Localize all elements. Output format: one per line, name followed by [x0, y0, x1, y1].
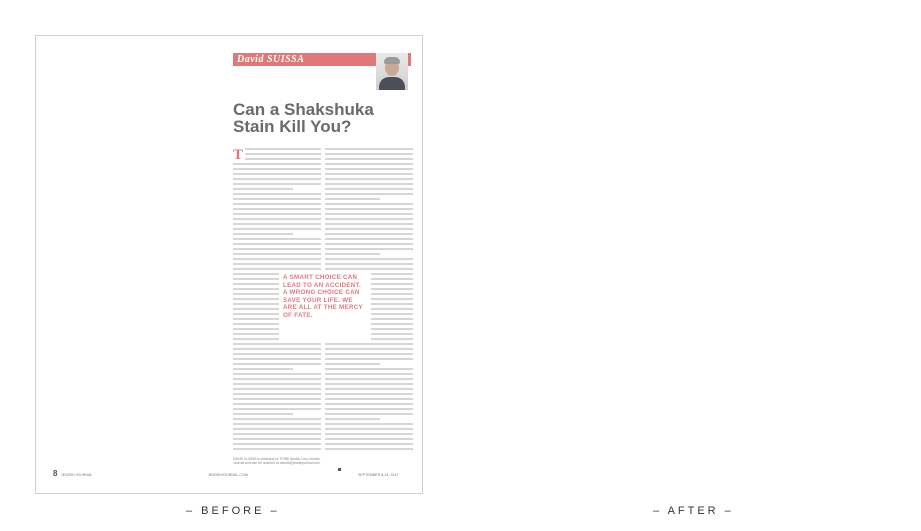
body-text-line: [325, 413, 413, 415]
before-caption: – BEFORE –: [186, 505, 280, 517]
body-text-line: [371, 283, 413, 285]
headline-line-2: Stain Kill You?: [233, 117, 352, 136]
body-text-line: [233, 448, 321, 450]
body-text-line: [371, 293, 413, 295]
body-text-line: [233, 388, 321, 390]
body-text-line: [233, 273, 279, 275]
body-text-line: [325, 423, 413, 425]
body-text-line: [371, 318, 413, 320]
body-text-line: [233, 378, 321, 380]
body-text-line: [325, 428, 413, 430]
body-text-line: [233, 383, 321, 385]
body-text-line: [371, 313, 413, 315]
author-photo: [376, 53, 408, 90]
body-text-line: [233, 343, 321, 345]
body-text-line: [325, 418, 380, 420]
body-text-line: [233, 393, 321, 395]
body-text-line: [371, 303, 413, 305]
pull-quote-line: ARE ALL AT THE MERCY: [283, 304, 363, 312]
body-text-line: [233, 223, 321, 225]
body-text-line: [325, 363, 380, 365]
body-text-line: [325, 188, 413, 190]
newspaper-page-before: [35, 35, 423, 494]
after-caption: – AFTER –: [653, 505, 734, 517]
body-text-line: [325, 193, 413, 195]
body-text-line: [325, 228, 413, 230]
body-text-line: [325, 148, 413, 150]
body-text-line: [233, 178, 321, 180]
body-text-line: [233, 253, 321, 255]
body-text-line: [245, 148, 321, 150]
body-text-line: [233, 188, 293, 190]
body-text-line: [233, 428, 321, 430]
body-text-line: [233, 368, 293, 370]
body-text-line: [325, 233, 413, 235]
body-text-line: [233, 333, 279, 335]
body-text-line: [233, 213, 321, 215]
body-text-line: [233, 278, 279, 280]
body-text-line: [325, 263, 413, 265]
body-text-line: [233, 433, 321, 435]
body-text-line: [233, 438, 321, 440]
body-text-line: [245, 153, 321, 155]
body-text-line: [371, 328, 413, 330]
body-text-line: [233, 208, 321, 210]
body-text-line: [233, 173, 321, 175]
body-text-line: [325, 383, 413, 385]
body-text-line: [233, 193, 321, 195]
page-number: 8: [53, 469, 58, 478]
body-text-line: [325, 353, 413, 355]
pull-quote-line: SAVE YOUR LIFE. WE: [283, 296, 353, 304]
body-text-line: [325, 213, 413, 215]
drop-cap: T: [233, 147, 244, 163]
after-blank-pane: [470, 35, 890, 494]
pull-quote-line: OF FATE.: [283, 311, 313, 319]
body-text-line: [325, 203, 413, 205]
body-text-line: [233, 303, 279, 305]
footer-website: JEWISHJOURNAL.COM: [208, 473, 248, 477]
body-text-line: [233, 218, 321, 220]
body-text-line: [371, 308, 413, 310]
body-text-line: [325, 168, 413, 170]
body-text-line: [233, 163, 321, 165]
body-text-line: [233, 328, 279, 330]
body-text-line: [325, 393, 413, 395]
body-text-line: [233, 238, 321, 240]
footer-publication: JEWISH JOURNAL: [61, 473, 93, 477]
pull-quote: [283, 274, 366, 320]
body-text-line: [371, 333, 413, 335]
body-text-line: [325, 178, 413, 180]
body-text-line: [325, 398, 413, 400]
body-text-line: [325, 408, 413, 410]
body-text-line: [233, 233, 293, 235]
body-text-line: [325, 163, 413, 165]
body-text-line: [325, 368, 413, 370]
body-text-line: [325, 348, 413, 350]
body-text-line: [233, 358, 321, 360]
body-text-line: [233, 228, 321, 230]
body-text-line: [325, 218, 413, 220]
body-text-line: [325, 198, 380, 200]
body-text-line: [233, 363, 321, 365]
body-text-line: [325, 403, 413, 405]
body-text-line: [325, 253, 380, 255]
body-text-line: [325, 173, 413, 175]
body-text-line: [325, 223, 413, 225]
pull-quote-line: A WRONG CHOICE CAN: [283, 289, 360, 297]
body-text-line: [233, 338, 279, 340]
body-text-line: [233, 183, 321, 185]
body-text-line: [233, 398, 321, 400]
pull-quote-line: LEAD TO AN ACCIDENT.: [283, 281, 361, 289]
body-text-line: [233, 263, 321, 265]
body-text-line: [245, 158, 321, 160]
body-text-line: [233, 313, 279, 315]
body-text-line: [233, 423, 321, 425]
body-text-line: [325, 433, 413, 435]
body-text-line: [325, 243, 413, 245]
body-text-line: [233, 248, 321, 250]
body-text-line: [233, 283, 279, 285]
body-text-line: [371, 323, 413, 325]
body-text-line: [233, 258, 321, 260]
body-text-line: [371, 338, 413, 340]
footer-date: SEPTEMBER 8-14, 2017: [358, 473, 399, 477]
article-headline: [233, 101, 413, 135]
body-text-line: [233, 373, 321, 375]
body-text-line: [371, 273, 413, 275]
body-text-line: [233, 198, 321, 200]
body-text-line: [233, 323, 279, 325]
body-text-line: [325, 258, 413, 260]
body-text-line: [325, 448, 413, 450]
body-text-line: [325, 373, 413, 375]
body-text-line: [325, 438, 413, 440]
body-text-line: [233, 403, 321, 405]
body-text-line: [233, 443, 321, 445]
body-text-line: [325, 443, 413, 445]
body-text-line: [325, 208, 413, 210]
body-text-line: [233, 308, 279, 310]
body-text-line: [233, 408, 321, 410]
body-text-line: [233, 298, 279, 300]
body-text-line: [325, 378, 413, 380]
headline-line-1: Can a Shakshuka: [233, 100, 374, 119]
body-text-line: [233, 353, 321, 355]
pull-quote-line: A SMART CHOICE CAN: [283, 274, 358, 281]
body-text-line: [233, 203, 321, 205]
body-text-line: [325, 153, 413, 155]
body-text-line: [325, 343, 413, 345]
body-text-line: [371, 278, 413, 280]
body-text-line: [325, 268, 413, 270]
body-text-line: [233, 243, 321, 245]
body-text-line: [233, 418, 321, 420]
body-text-line: [325, 248, 413, 250]
body-text-line: [233, 293, 279, 295]
end-mark: [338, 468, 341, 471]
body-text-line: [325, 183, 413, 185]
body-text-line: [325, 388, 413, 390]
author-name: David SUISSA: [237, 54, 305, 65]
body-text-line: [233, 168, 321, 170]
body-text-line: [371, 288, 413, 290]
body-text-line: [233, 268, 321, 270]
body-text-line: [371, 298, 413, 300]
body-text-line: [233, 288, 279, 290]
body-text-line: [233, 318, 279, 320]
author-bio: DAVID SUISSA is president of TRIBE Media Corp./Jewish Journal and can be reached at davids@jewishjournal.com.: [233, 457, 321, 466]
body-text-line: [325, 238, 413, 240]
body-text-line: [233, 348, 321, 350]
body-text-line: [325, 358, 413, 360]
body-text-line: [325, 158, 413, 160]
body-text-line: [233, 413, 293, 415]
